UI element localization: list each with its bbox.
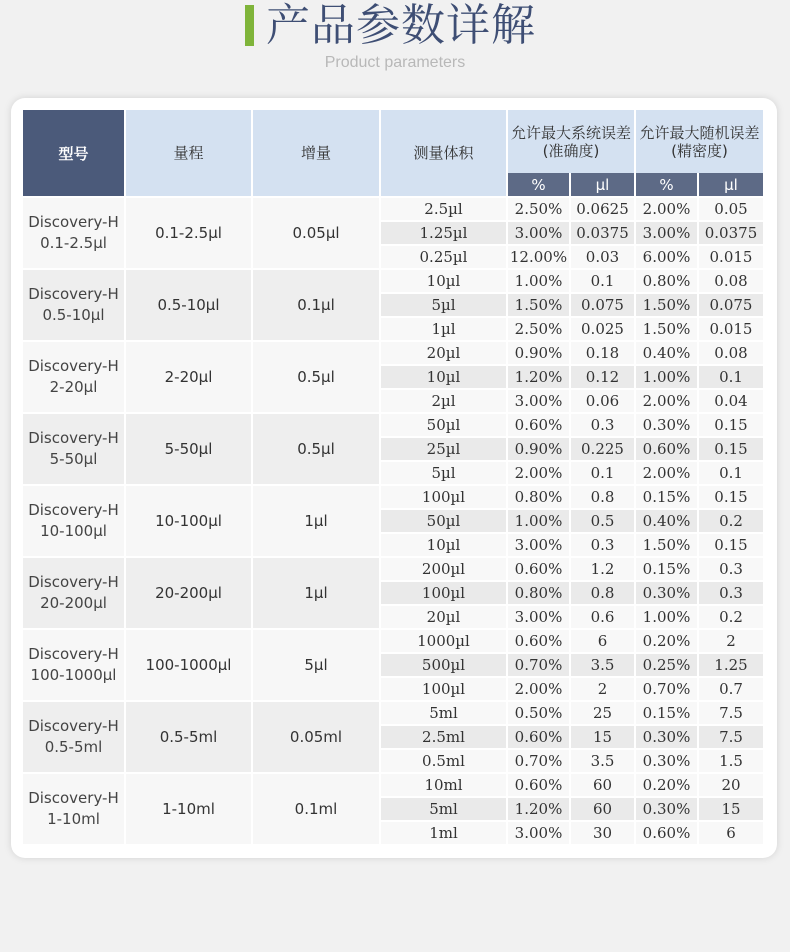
- sys-percent-cell: 2.00%: [508, 462, 569, 484]
- rand-percent-cell: 0.20%: [636, 630, 697, 652]
- volume-cell: 2µl: [381, 390, 506, 412]
- sys-ul-cell: 0.075: [571, 294, 634, 316]
- increment-cell: 0.05ml: [253, 702, 379, 772]
- volume-cell: 2.5µl: [381, 198, 506, 220]
- sys-percent-cell: 0.80%: [508, 582, 569, 604]
- rand-percent-cell: 1.50%: [636, 318, 697, 340]
- header-random-error: 允许最大随机误差 (精密度): [636, 110, 763, 173]
- range-cell: 0.5-10µl: [126, 270, 251, 340]
- rand-ul-cell: 15: [699, 798, 763, 820]
- sys-ul-cell: 0.8: [571, 486, 634, 508]
- rand-ul-cell: 6: [699, 822, 763, 844]
- header-volume: 测量体积: [381, 110, 506, 196]
- rand-percent-cell: 0.40%: [636, 342, 697, 364]
- sys-ul-cell: 0.1: [571, 270, 634, 292]
- rand-percent-cell: 2.00%: [636, 198, 697, 220]
- volume-cell: 10µl: [381, 534, 506, 556]
- page-subtitle: Product parameters: [324, 54, 466, 71]
- rand-ul-cell: 0.15: [699, 534, 763, 556]
- rand-percent-cell: 0.60%: [636, 438, 697, 460]
- sys-ul-cell: 0.6: [571, 606, 634, 628]
- sys-ul-cell: 30: [571, 822, 634, 844]
- header-range: 量程: [126, 110, 251, 196]
- header-increment: 增量: [253, 110, 379, 196]
- volume-cell: 10ml: [381, 774, 506, 796]
- sys-ul-cell: 0.0625: [571, 198, 634, 220]
- header-sys-percent: %: [508, 173, 569, 196]
- sys-ul-cell: 0.03: [571, 246, 634, 268]
- volume-cell: 50µl: [381, 510, 506, 532]
- model-cell: Discovery-H 0.1-2.5µl: [23, 198, 124, 268]
- rand-ul-cell: 0.1: [699, 366, 763, 388]
- sys-percent-cell: 2.50%: [508, 198, 569, 220]
- rand-ul-cell: 7.5: [699, 702, 763, 724]
- rand-percent-cell: 0.60%: [636, 822, 697, 844]
- volume-cell: 10µl: [381, 366, 506, 388]
- sys-ul-cell: 6: [571, 630, 634, 652]
- rand-percent-cell: 6.00%: [636, 246, 697, 268]
- sys-ul-cell: 0.06: [571, 390, 634, 412]
- volume-cell: 20µl: [381, 342, 506, 364]
- rand-ul-cell: 0.015: [699, 318, 763, 340]
- rand-percent-cell: 0.15%: [636, 558, 697, 580]
- increment-cell: 0.05µl: [253, 198, 379, 268]
- sys-percent-cell: 3.00%: [508, 606, 569, 628]
- header-model: 型号: [23, 110, 124, 196]
- rand-percent-cell: 1.50%: [636, 534, 697, 556]
- sys-percent-cell: 3.00%: [508, 822, 569, 844]
- sys-percent-cell: 1.50%: [508, 294, 569, 316]
- volume-cell: 1000µl: [381, 630, 506, 652]
- sys-percent-cell: 0.60%: [508, 414, 569, 436]
- sys-ul-cell: 0.225: [571, 438, 634, 460]
- rand-ul-cell: 0.075: [699, 294, 763, 316]
- sys-percent-cell: 0.60%: [508, 630, 569, 652]
- volume-cell: 20µl: [381, 606, 506, 628]
- model-cell: Discovery-H 20-200µl: [23, 558, 124, 628]
- rand-percent-cell: 2.00%: [636, 390, 697, 412]
- volume-cell: 5ml: [381, 798, 506, 820]
- rand-ul-cell: 0.3: [699, 558, 763, 580]
- range-cell: 5-50µl: [126, 414, 251, 484]
- sys-ul-cell: 0.18: [571, 342, 634, 364]
- volume-cell: 50µl: [381, 414, 506, 436]
- sys-percent-cell: 0.90%: [508, 438, 569, 460]
- rand-percent-cell: 0.15%: [636, 702, 697, 724]
- rand-percent-cell: 1.00%: [636, 606, 697, 628]
- sys-percent-cell: 12.00%: [509, 248, 568, 266]
- header-sys-ul: µl: [571, 173, 634, 196]
- rand-ul-cell: 7.5: [699, 726, 763, 748]
- range-cell: 0.5-5ml: [126, 702, 251, 772]
- sys-ul-cell: 60: [571, 774, 634, 796]
- rand-ul-cell: 0.3: [699, 582, 763, 604]
- sys-percent-cell: 3.00%: [508, 534, 569, 556]
- model-cell: Discovery-H 10-100µl: [23, 486, 124, 556]
- volume-cell: 1.25µl: [381, 222, 506, 244]
- model-cell: Discovery-H 2-20µl: [23, 342, 124, 412]
- rand-ul-cell: 0.015: [699, 246, 763, 268]
- sys-percent-cell: 1.20%: [508, 366, 569, 388]
- rand-ul-cell: 0.08: [699, 342, 763, 364]
- volume-cell: 1µl: [381, 318, 506, 340]
- volume-cell: 1ml: [381, 822, 506, 844]
- range-cell: 20-200µl: [126, 558, 251, 628]
- increment-cell: 0.1µl: [253, 270, 379, 340]
- rand-percent-cell: 0.30%: [636, 582, 697, 604]
- range-cell: 100-1000µl: [126, 630, 251, 700]
- rand-percent-cell: 0.20%: [636, 774, 697, 796]
- rand-percent-cell: 0.80%: [636, 270, 697, 292]
- sys-percent-cell: 1.20%: [508, 798, 569, 820]
- rand-ul-cell: 0.15: [699, 414, 763, 436]
- header-rand-percent: %: [636, 173, 697, 196]
- increment-cell: 5µl: [253, 630, 379, 700]
- volume-cell: 100µl: [381, 582, 506, 604]
- rand-ul-cell: 0.04: [699, 390, 763, 412]
- rand-ul-cell: 0.08: [699, 270, 763, 292]
- model-cell: Discovery-H 0.5-10µl: [23, 270, 124, 340]
- sys-percent-cell: 0.60%: [508, 726, 569, 748]
- sys-percent-cell: 3.00%: [508, 390, 569, 412]
- rand-percent-cell: 2.00%: [636, 462, 697, 484]
- sys-ul-cell: 3.5: [571, 654, 634, 676]
- model-cell: Discovery-H 0.5-5ml: [23, 702, 124, 772]
- page-header: [0, 0, 790, 90]
- model-cell: Discovery-H 1-10ml: [23, 774, 124, 844]
- sys-percent-cell: 0.70%: [508, 654, 569, 676]
- sys-percent-cell: 3.00%: [508, 222, 569, 244]
- volume-cell: 10µl: [381, 270, 506, 292]
- rand-ul-cell: 1.25: [699, 654, 763, 676]
- volume-cell: 0.25µl: [381, 246, 506, 268]
- sys-percent-cell: 0.50%: [508, 702, 569, 724]
- sys-ul-cell: 0.12: [571, 366, 634, 388]
- increment-cell: 1µl: [253, 558, 379, 628]
- rand-ul-cell: 0.15: [699, 486, 763, 508]
- rand-ul-cell: 0.2: [699, 510, 763, 532]
- header-rand-ul: µl: [699, 173, 763, 196]
- volume-cell: 200µl: [381, 558, 506, 580]
- volume-cell: 2.5ml: [381, 726, 506, 748]
- rand-percent-cell: 1.00%: [636, 366, 697, 388]
- rand-percent-cell: 0.30%: [636, 798, 697, 820]
- range-cell: 2-20µl: [126, 342, 251, 412]
- title-accent-bar: [245, 5, 254, 46]
- header-systematic-error: 允许最大系统误差 (准确度): [508, 110, 634, 173]
- sys-percent-cell: 0.90%: [508, 342, 569, 364]
- sys-ul-cell: 25: [571, 702, 634, 724]
- sys-percent-cell: 1.00%: [508, 510, 569, 532]
- rand-percent-cell: 0.30%: [636, 750, 697, 772]
- sys-ul-cell: 0.5: [571, 510, 634, 532]
- sys-ul-cell: 15: [571, 726, 634, 748]
- rand-percent-cell: 3.00%: [636, 222, 697, 244]
- rand-ul-cell: 0.15: [699, 438, 763, 460]
- sys-percent-cell: 0.80%: [508, 486, 569, 508]
- sys-ul-cell: 0.3: [571, 414, 634, 436]
- sys-ul-cell: 0.0375: [571, 222, 634, 244]
- rand-percent-cell: 1.50%: [636, 294, 697, 316]
- page-title: 产品参数详解: [266, 0, 536, 51]
- rand-ul-cell: 0.1: [699, 462, 763, 484]
- volume-cell: 100µl: [381, 486, 506, 508]
- sys-percent-cell: 2.00%: [508, 678, 569, 700]
- range-cell: 10-100µl: [126, 486, 251, 556]
- sys-ul-cell: 2: [571, 678, 634, 700]
- model-cell: Discovery-H 100-1000µl: [23, 630, 124, 700]
- volume-cell: 5µl: [381, 294, 506, 316]
- rand-ul-cell: 0.0375: [699, 222, 763, 244]
- volume-cell: 500µl: [381, 654, 506, 676]
- volume-cell: 100µl: [381, 678, 506, 700]
- rand-percent-cell: 0.15%: [636, 486, 697, 508]
- parameters-table: [23, 110, 763, 844]
- rand-ul-cell: 0.7: [699, 678, 763, 700]
- sys-percent-cell: 0.60%: [508, 774, 569, 796]
- volume-cell: 25µl: [381, 438, 506, 460]
- range-cell: 1-10ml: [126, 774, 251, 844]
- volume-cell: 5µl: [381, 462, 506, 484]
- rand-ul-cell: 20: [699, 774, 763, 796]
- volume-cell: 5ml: [381, 702, 506, 724]
- rand-ul-cell: 2: [699, 630, 763, 652]
- sys-ul-cell: 1.2: [571, 558, 634, 580]
- increment-cell: 0.5µl: [253, 342, 379, 412]
- rand-ul-cell: 0.2: [699, 606, 763, 628]
- sys-percent-cell: 2.50%: [508, 318, 569, 340]
- rand-percent-cell: 0.70%: [636, 678, 697, 700]
- rand-percent-cell: 0.30%: [636, 414, 697, 436]
- rand-percent-cell: 0.25%: [636, 654, 697, 676]
- sys-ul-cell: 0.3: [571, 534, 634, 556]
- model-cell: Discovery-H 5-50µl: [23, 414, 124, 484]
- range-cell: 0.1-2.5µl: [126, 198, 251, 268]
- rand-percent-cell: 0.30%: [636, 726, 697, 748]
- sys-ul-cell: 0.1: [571, 462, 634, 484]
- increment-cell: 0.5µl: [253, 414, 379, 484]
- sys-ul-cell: 3.5: [571, 750, 634, 772]
- volume-cell: 0.5ml: [381, 750, 506, 772]
- sys-percent-cell: 0.60%: [508, 558, 569, 580]
- rand-ul-cell: 1.5: [699, 750, 763, 772]
- sys-ul-cell: 0.025: [571, 318, 634, 340]
- sys-ul-cell: 0.8: [571, 582, 634, 604]
- rand-percent-cell: 0.40%: [636, 510, 697, 532]
- increment-cell: 1µl: [253, 486, 379, 556]
- sys-percent-cell: 0.70%: [508, 750, 569, 772]
- sys-percent-cell: 1.00%: [508, 270, 569, 292]
- sys-ul-cell: 60: [571, 798, 634, 820]
- rand-ul-cell: 0.05: [699, 198, 763, 220]
- increment-cell: 0.1ml: [253, 774, 379, 844]
